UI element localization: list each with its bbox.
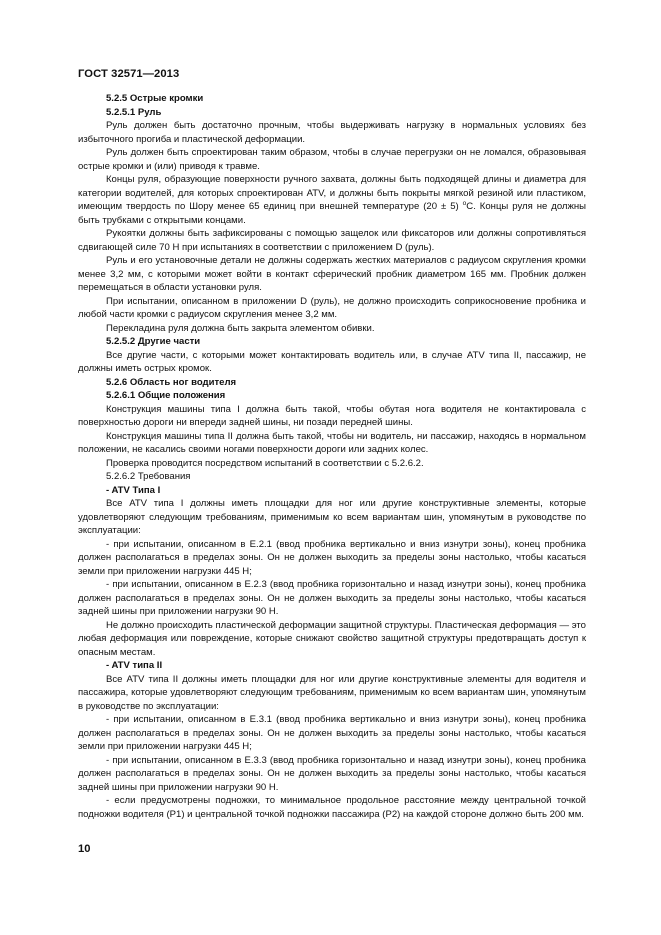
paragraph: Руль должен быть спроектирован таким образом, чтобы в случае перегрузки он не ломался, образовывая острые кромки и (или) приводя к травме.: [78, 147, 586, 172]
document-body: [78, 92, 586, 821]
list-item: - при испытании, описанном в Е.3.3 (ввод пробника горизонтально и назад изнутри зоны), конец пробника должен располагаться в пределах зоны. Он не должен выходить за пределы зоны настолько, чтобы касаться задней шины при приложении нагрузки 90 Н.: [78, 754, 586, 793]
list-item: - если предусмотрены подножки, то минимальное продольное расстояние между центральной точкой подножки водителя (Р1) и центральной точкой подножки пассажира (Р2) на каждой стороне должно быть 200 мм.: [78, 795, 586, 820]
document-header: ГОСТ 32571—2013: [78, 68, 180, 80]
list-item: - при испытании, описанном в Е.3.1 (ввод пробника вертикально и вниз изнутри зоны), конец пробника должен располагаться в пределах зоны. Он не должен выходить за пределы зоны настолько, чтобы касаться земли при приложении нагрузки 445 Н;: [78, 714, 586, 752]
paragraph: Не должно происходить пластической деформации защитной структуры. Пластическая деформация — это любая деформация или повреждение, которые снижают свойство защитной структуры предотвращать доступ к опасным местам.: [78, 619, 586, 658]
paragraph: Руль должен быть достаточно прочным, чтобы выдерживать нагрузку в нормальных условиях без избыточного прогиба и пластической деформации.: [78, 120, 586, 145]
type-heading: - ATV Типа I: [106, 484, 161, 496]
paragraph: При испытании, описанном в приложении D (руль), не должно происходить соприкосновение пробника и любой части кромки с радиусом скругления менее 3,2 мм.: [78, 295, 586, 320]
type-heading: - ATV типа II: [106, 660, 163, 671]
paragraph: Перекладина руля должна быть закрыта элементом обивки.: [106, 322, 375, 334]
paragraph-text: Концы руля, образующие поверхности ручного захвата, должны быть подходящей длины и диаметра для категории водителей, для которых спроектирован ATV, и должны быть покрыты мягкой резиной или пластиком, имеющим твердость по Шору менее 65 единиц при внешней температуре (20 ± 5): [78, 174, 586, 212]
paragraph: Все другие части, с которыми может контактировать водитель или, в случае ATV типа II, пассажир, не должны иметь острых кромок.: [78, 349, 586, 374]
paragraph: Конструкция машины типа I должна быть такой, чтобы обутая нога водителя не контактировала с поверхностью дороги ни впереди задней шины, ни позади передней шины.: [78, 403, 586, 428]
paragraph: Рукоятки должны быть зафиксированы с помощью защелок или фиксаторов или должны сопротивляться сдвигающей силе 70 Н при испытаниях в соответствии с приложением D (руль).: [78, 228, 586, 253]
page-number: 10: [78, 843, 91, 855]
paragraph: Все ATV типа II должны иметь площадки для ног или другие конструктивные элементы для водителя и пассажира, которые удовлетворяют следующим требованиям, применимым ко всем вариантам шин, упомянутым в руководстве по эксплуатации:: [78, 673, 586, 712]
paragraph-text: С. Концы руля не должны быть трубками с открытыми концами.: [78, 201, 587, 226]
paragraph: [78, 173, 586, 227]
subsection-heading: 5.2.5.1 Руль: [106, 106, 162, 118]
section-heading: 5.2.5 Острые кромки: [106, 93, 204, 104]
list-item: - при испытании, описанном в Е.2.1 (ввод пробника вертикально и вниз изнутри зоны), конец пробника должен располагаться в пределах зоны. Он не должен выходить за пределы зоны настолько, чтобы касаться земли при приложении нагрузки 445 Н;: [78, 538, 586, 577]
list-item: - при испытании, описанном в Е.2.3 (ввод пробника горизонтально и назад изнутри зоны), конец пробника должен располагаться в пределах зоны. Он не должен выходить за пределы зоны настолько, чтобы касаться задней шины при приложении нагрузки 90 Н.: [78, 579, 586, 617]
subsection-heading-plain: 5.2.6.2 Требования: [106, 471, 191, 482]
paragraph: Конструкция машины типа II должна быть такой, чтобы ни водитель, ни пассажир, находясь в нормальном положении, не касались своими ногами поверхности дороги или задних колес.: [78, 430, 586, 455]
subsection-heading: 5.2.5.2 Другие части: [106, 336, 201, 347]
paragraph: Руль и его установочные детали не должны содержать жестких материалов с радиусом скругления кромки менее 3,2 мм, с которыми может войти в контакт сферический пробник диаметром 165 мм. Пробник должен перемещаться в области установки руля.: [78, 255, 586, 293]
paragraph: Проверка проводится посредством испытаний в соответствии с 5.2.6.2.: [106, 457, 424, 469]
paragraph: Все ATV типа I должны иметь площадки для ног или другие конструктивные элементы, которые удовлетворяют следующим требованиям, применимым ко всем вариантам шин, упомянутым в руководстве по эксплуатации:: [78, 498, 586, 536]
section-heading: 5.2.6 Область ног водителя: [106, 376, 237, 388]
subsection-heading: 5.2.6.1 Общие положения: [106, 390, 226, 401]
degree-superscript: o: [462, 199, 467, 207]
